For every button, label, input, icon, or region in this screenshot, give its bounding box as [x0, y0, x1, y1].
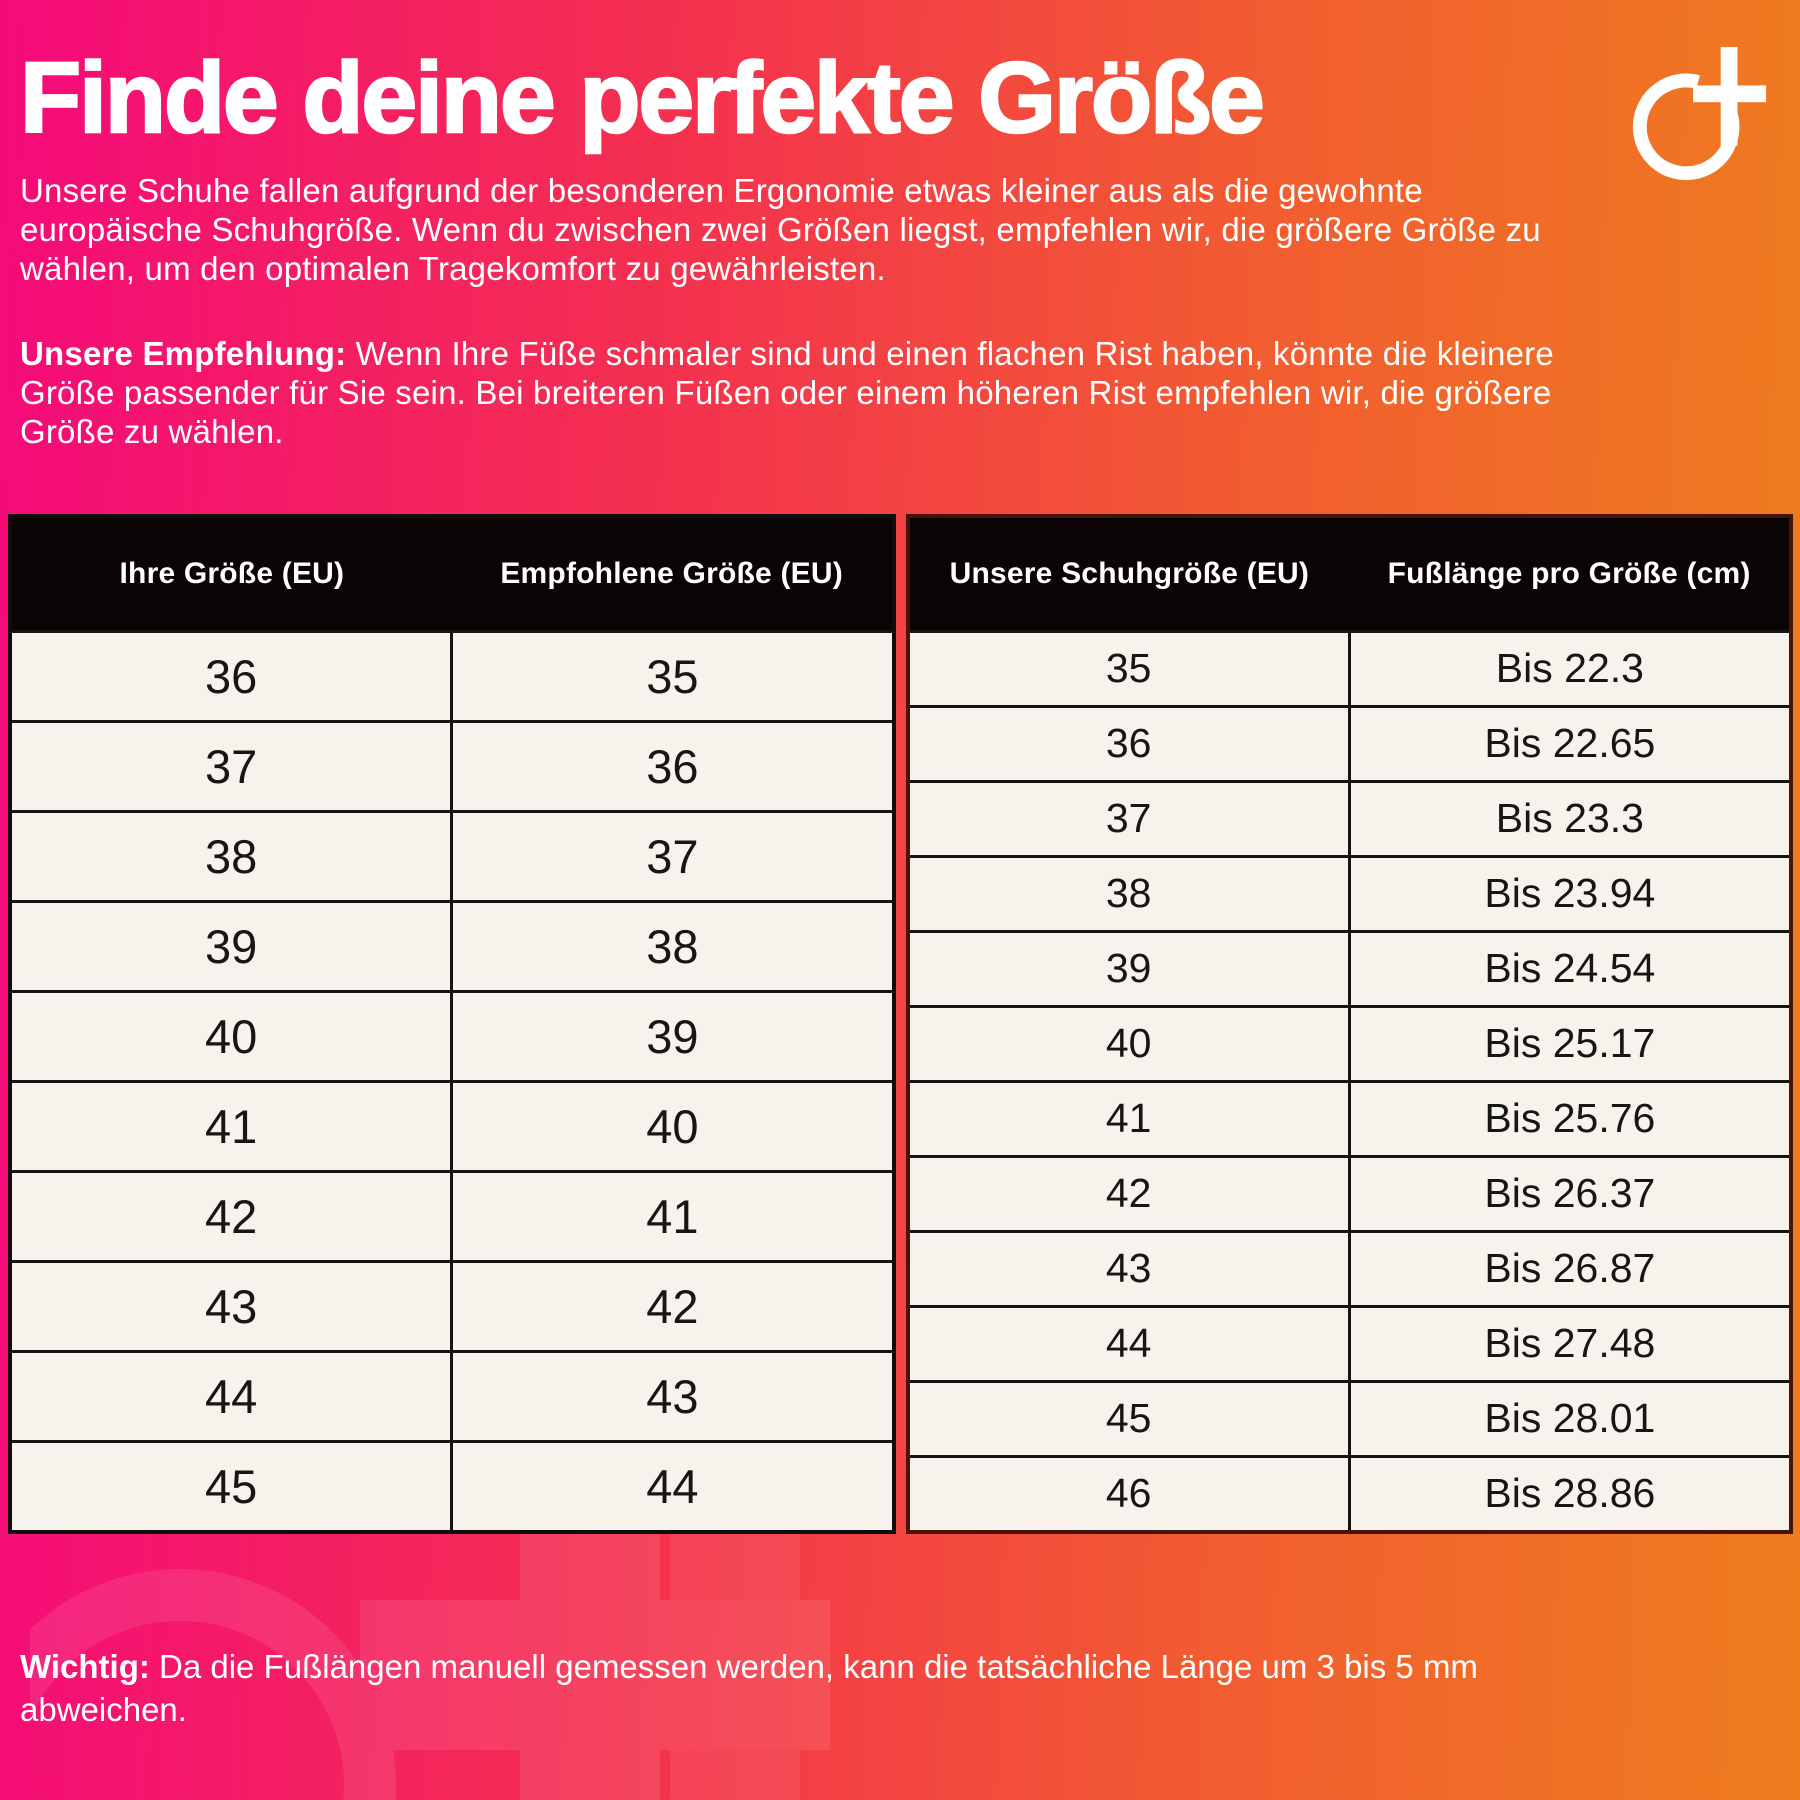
size-conversion-table	[8, 514, 896, 1534]
shoe-size-cell: 36	[908, 706, 1350, 781]
size-tables-section	[8, 514, 1793, 1534]
foot-length-cell: Bis 22.3	[1349, 631, 1791, 706]
table-row	[908, 706, 1792, 781]
shoe-size-cell: 37	[908, 781, 1350, 856]
table-row	[908, 1381, 1792, 1456]
your-size-cell: 36	[10, 631, 452, 721]
your-size-cell: 37	[10, 721, 452, 811]
intro-paragraph: Unsere Schuhe fallen aufgrund der besonderen Ergonomie etwas kleiner aus als die gewohnte europäische Schuhgröße. Wenn du zwischen zwei Größen liegst, empfehlen wir, die größere Größe zu wählen, um den optimalen Tragekomfort zu gewährleisten.	[20, 172, 1541, 287]
page-title: Finde deine perfekte Größe	[20, 42, 1263, 154]
foot-length-cell: Bis 26.37	[1349, 1156, 1791, 1231]
your-size-cell: 41	[10, 1081, 452, 1171]
recommended-size-cell: 36	[452, 721, 894, 811]
column-header-foot-length: Fußlänge pro Größe (cm)	[1349, 516, 1791, 632]
table-row	[908, 1081, 1792, 1156]
important-note-text: Da die Fußlängen manuell gemessen werden, kann die tatsächliche Länge um 3 bis 5 mm abweichen.	[20, 1647, 1478, 1728]
table-row	[908, 781, 1792, 856]
recommended-size-cell: 42	[452, 1261, 894, 1351]
shoe-size-cell: 46	[908, 1456, 1350, 1532]
foot-length-cell: Bis 26.87	[1349, 1231, 1791, 1306]
shoe-size-cell: 42	[908, 1156, 1350, 1231]
foot-length-cell: Bis 24.54	[1349, 931, 1791, 1006]
shoe-size-cell: 40	[908, 1006, 1350, 1081]
table-row	[10, 631, 894, 721]
shoe-size-cell: 38	[908, 856, 1350, 931]
your-size-cell: 43	[10, 1261, 452, 1351]
table-row	[10, 721, 894, 811]
shoe-size-cell: 39	[908, 931, 1350, 1006]
table-row	[908, 1306, 1792, 1381]
table-row	[908, 1456, 1792, 1532]
circle-plus-logo-icon	[1624, 42, 1772, 190]
table-row	[10, 901, 894, 991]
important-note-label: Wichtig:	[20, 1647, 150, 1685]
recommended-size-cell: 40	[452, 1081, 894, 1171]
column-header-recommended-size: Empfohlene Größe (EU)	[452, 516, 894, 632]
column-header-your-size: Ihre Größe (EU)	[10, 516, 452, 632]
important-note	[0, 1646, 1600, 1732]
size-conversion-table-body	[10, 631, 894, 1532]
your-size-cell: 44	[10, 1351, 452, 1441]
table-row	[10, 811, 894, 901]
table-row	[10, 1081, 894, 1171]
recommendation-paragraph	[0, 335, 1605, 452]
recommended-size-cell: 39	[452, 991, 894, 1081]
recommended-size-cell: 35	[452, 631, 894, 721]
foot-length-cell: Bis 28.01	[1349, 1381, 1791, 1456]
table-row	[10, 1261, 894, 1351]
table-row	[10, 1441, 894, 1532]
foot-length-table-body	[908, 631, 1792, 1532]
table-row	[908, 631, 1792, 706]
table-row	[10, 1171, 894, 1261]
your-size-cell: 42	[10, 1171, 452, 1261]
foot-length-cell: Bis 27.48	[1349, 1306, 1791, 1381]
foot-length-cell: Bis 22.65	[1349, 706, 1791, 781]
your-size-cell: 38	[10, 811, 452, 901]
foot-length-cell: Bis 23.94	[1349, 856, 1791, 931]
table-row	[10, 991, 894, 1081]
recommended-size-cell: 44	[452, 1441, 894, 1532]
shoe-size-cell: 44	[908, 1306, 1350, 1381]
recommended-size-cell: 38	[452, 901, 894, 991]
recommended-size-cell: 43	[452, 1351, 894, 1441]
recommended-size-cell: 41	[452, 1171, 894, 1261]
your-size-cell: 39	[10, 901, 452, 991]
table-row	[908, 1231, 1792, 1306]
foot-length-table-header	[908, 516, 1792, 632]
shoe-size-cell: 41	[908, 1081, 1350, 1156]
table-row	[908, 931, 1792, 1006]
foot-length-table	[906, 514, 1794, 1534]
table-row	[908, 856, 1792, 931]
recommended-size-cell: 37	[452, 811, 894, 901]
column-header-our-shoe-size: Unsere Schuhgröße (EU)	[908, 516, 1350, 632]
shoe-size-cell: 35	[908, 631, 1350, 706]
shoe-size-cell: 43	[908, 1231, 1350, 1306]
recommendation-text: Wenn Ihre Füße schmaler sind und einen flachen Rist haben, könnte die kleinere Größe passender für Sie sein. Bei breiteren Füßen oder einem höheren Rist empfehlen wir, die größere Größe zu wählen.	[20, 334, 1554, 450]
foot-length-cell: Bis 23.3	[1349, 781, 1791, 856]
recommendation-label: Unsere Empfehlung:	[20, 334, 347, 372]
foot-length-cell: Bis 25.17	[1349, 1006, 1791, 1081]
foot-length-cell: Bis 25.76	[1349, 1081, 1791, 1156]
table-row	[10, 1351, 894, 1441]
your-size-cell: 40	[10, 991, 452, 1081]
table-row	[908, 1156, 1792, 1231]
your-size-cell: 45	[10, 1441, 452, 1532]
table-row	[908, 1006, 1792, 1081]
size-conversion-table-header	[10, 516, 894, 632]
foot-length-cell: Bis 28.86	[1349, 1456, 1791, 1532]
shoe-size-cell: 45	[908, 1381, 1350, 1456]
